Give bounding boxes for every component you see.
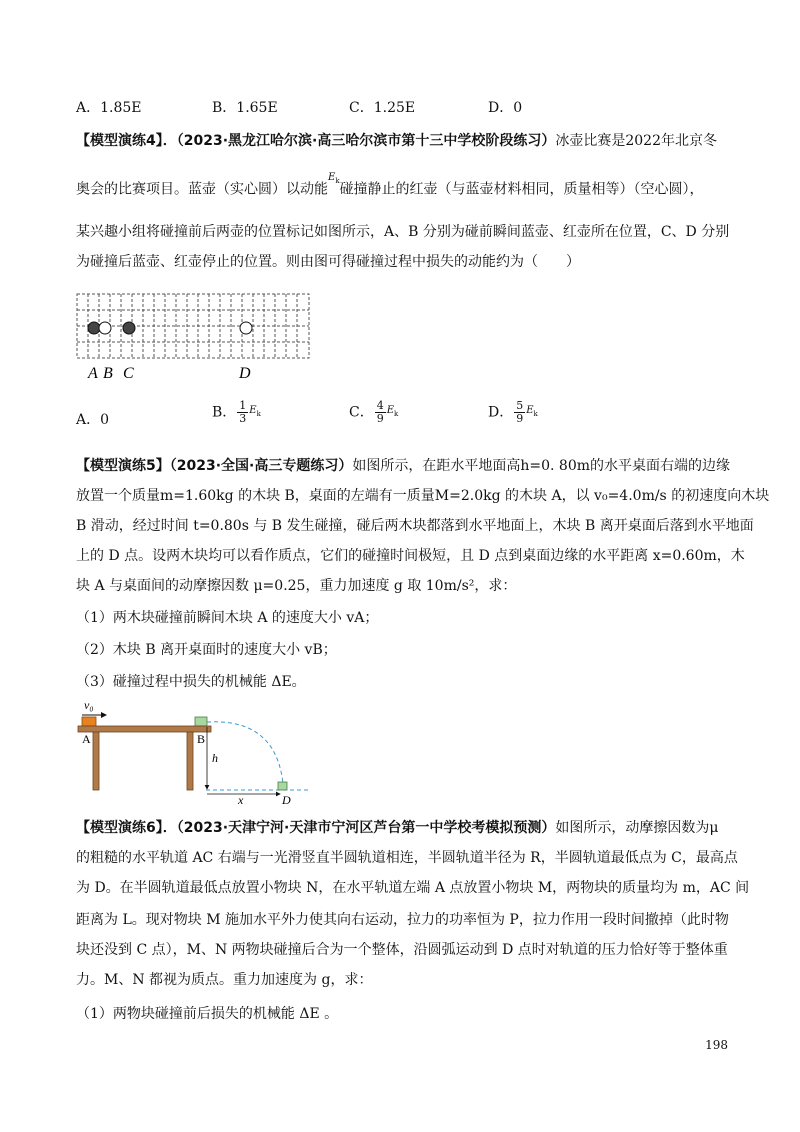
q5-line-4: 块 A 与桌面间的动摩擦因数 μ=0.25，重力加速度 g 取 10m/s²，求： <box>76 578 517 594</box>
table-diagram <box>76 696 326 806</box>
q5-sub2: （2）木块 B 离开桌面时的速度大小 vB； <box>76 642 337 658</box>
q5-tag: 【模型演练5】 <box>76 458 170 474</box>
q4-line2: 奥会的比赛项目。蓝壶（实心圆）以动能$^{E_k}$碰撞静止的红壶（与蓝壶材料相同，质量相等）（空心圆）， <box>76 172 704 198</box>
ek-symbol: Ek <box>328 172 340 185</box>
q5-line-2: B 滑动，经过时间 t=0.80s 与 B 发生碰撞，碰后两木块都落到水平地面上，木块 B 离开桌面后落到水平地面 <box>76 518 754 534</box>
q6-tag: 【模型演练6】 <box>76 820 163 836</box>
q3-option-c: C．1.25E <box>349 100 416 116</box>
label-b: B <box>197 732 206 746</box>
q4-source: ．（2023·黑龙江哈尔滨·高三哈尔滨市第十三中学校阶段练习） <box>162 133 556 149</box>
q5-heading-line <box>76 456 730 476</box>
q5-line-3: 上的 D 点。设两木块均可以看作质点，它们的碰撞时间极短，且 D 点到桌面边缘的水平距离 x=0.60m，木 <box>76 548 745 564</box>
q6-line-4: 力。M、N 都视为质点。重力加速度为 g，求： <box>76 972 373 988</box>
curling-diagram <box>76 290 312 386</box>
q4-option-d: D． $\frac{5}{9}$ $E_k$ <box>488 399 538 425</box>
label-b: B <box>103 365 113 382</box>
label-a: A <box>82 732 91 746</box>
q3-option-d: D．0 <box>488 100 523 116</box>
q5-line-1: 放置一个质量m=1.60kg 的木块 B，桌面的左端有一质量M=2.0kg 的木块 A，以 v₀=4.0m/s 的初速度向木块 <box>76 488 770 504</box>
block-a <box>82 717 96 726</box>
table-top <box>78 726 211 732</box>
q6-sub1: （1）两物块碰撞前后损失的机械能 ΔE 。 <box>76 1006 339 1022</box>
blue-stone-c <box>123 322 135 334</box>
q4-option-c: C． $\frac{4}{9}$ $E_k$ <box>349 399 399 425</box>
q3-option-a: A．1.85E <box>76 100 142 116</box>
table-leg-left <box>93 732 99 790</box>
q6-line-1: 为 D。在半圆轨道最低点放置小物块 N，在水平轨道左端 A 点放置小物块 M，两物块的质量均为 m，AC 间 <box>76 880 750 896</box>
q6-line-0: 的粗糙的水平轨道 AC 右端与一光滑竖直半圆轨道相连，半圆轨道半径为 R，半圆轨道最低点为 C，最高点 <box>76 850 738 866</box>
label-x: x <box>238 793 244 806</box>
block-b-landed <box>278 782 287 790</box>
q6-heading-line <box>76 818 718 838</box>
q3-option-b: B．1.65E <box>212 100 278 116</box>
label-d: D <box>239 365 251 382</box>
q5-source: （2023·全国·高三专题练习） <box>169 458 353 474</box>
red-stone-d <box>240 322 252 334</box>
label-d: D <box>282 793 291 806</box>
q6-line1-tail: 如图所示，动摩擦因数为μ <box>555 820 719 836</box>
page-number: 198 <box>705 1038 728 1052</box>
q4-option-a: A．0 <box>76 412 110 428</box>
q5-line-0: 如图所示，在距水平地面高h=0. 80m的水平桌面右端的边缘 <box>352 458 731 474</box>
q4-tag: 【模型演练4】 <box>76 133 163 149</box>
q6-line-3: 块还没到 C 点），M、N 两物块碰撞后合为一个整体，沿圆弧运动到 D 点时对轨道的压力恰好等于整体重 <box>76 942 728 958</box>
q4-line1-tail: 冰壶比赛是2022年北京冬 <box>555 133 717 149</box>
q6-source: ．（2023·天津宁河·天津市宁河区芦台第一中学校考模拟预测） <box>162 820 556 836</box>
block-b <box>195 717 207 726</box>
curling-grid <box>77 294 309 358</box>
table-leg-right <box>187 732 193 790</box>
q4-line4: 为碰撞后蓝壶、红壶停止的位置。则由图可得碰撞过程中损失的动能约为（ ） <box>76 254 580 270</box>
label-v0: v₀ <box>84 698 94 712</box>
q4-line3: 某兴趣小组将碰撞前后两壶的位置标记如图所示，A、B 分别为碰前瞬间蓝壶、红壶所在位置，C、D 分别 <box>76 224 730 240</box>
label-a: A <box>88 365 98 382</box>
trajectory-arc <box>207 722 283 784</box>
q5-sub3: （3）碰撞过程中损失的机械能 ΔE。 <box>76 674 306 690</box>
q4-option-b: B． $\frac{1}{3}$ $E_k$ <box>212 399 261 425</box>
label-h: h <box>212 751 218 765</box>
red-stone-b <box>99 322 111 334</box>
label-c: C <box>123 365 134 382</box>
q4-heading-line <box>76 131 717 151</box>
q6-line-2: 距离为 L。现对物块 M 施加水平外力使其向右运动，拉力的功率恒为 P，拉力作用一段时间撤掉（此时物 <box>76 912 729 928</box>
blue-stone-a <box>88 322 100 334</box>
q5-sub1: （1）两木块碰撞前瞬间木块 A 的速度大小 vA； <box>76 610 379 626</box>
